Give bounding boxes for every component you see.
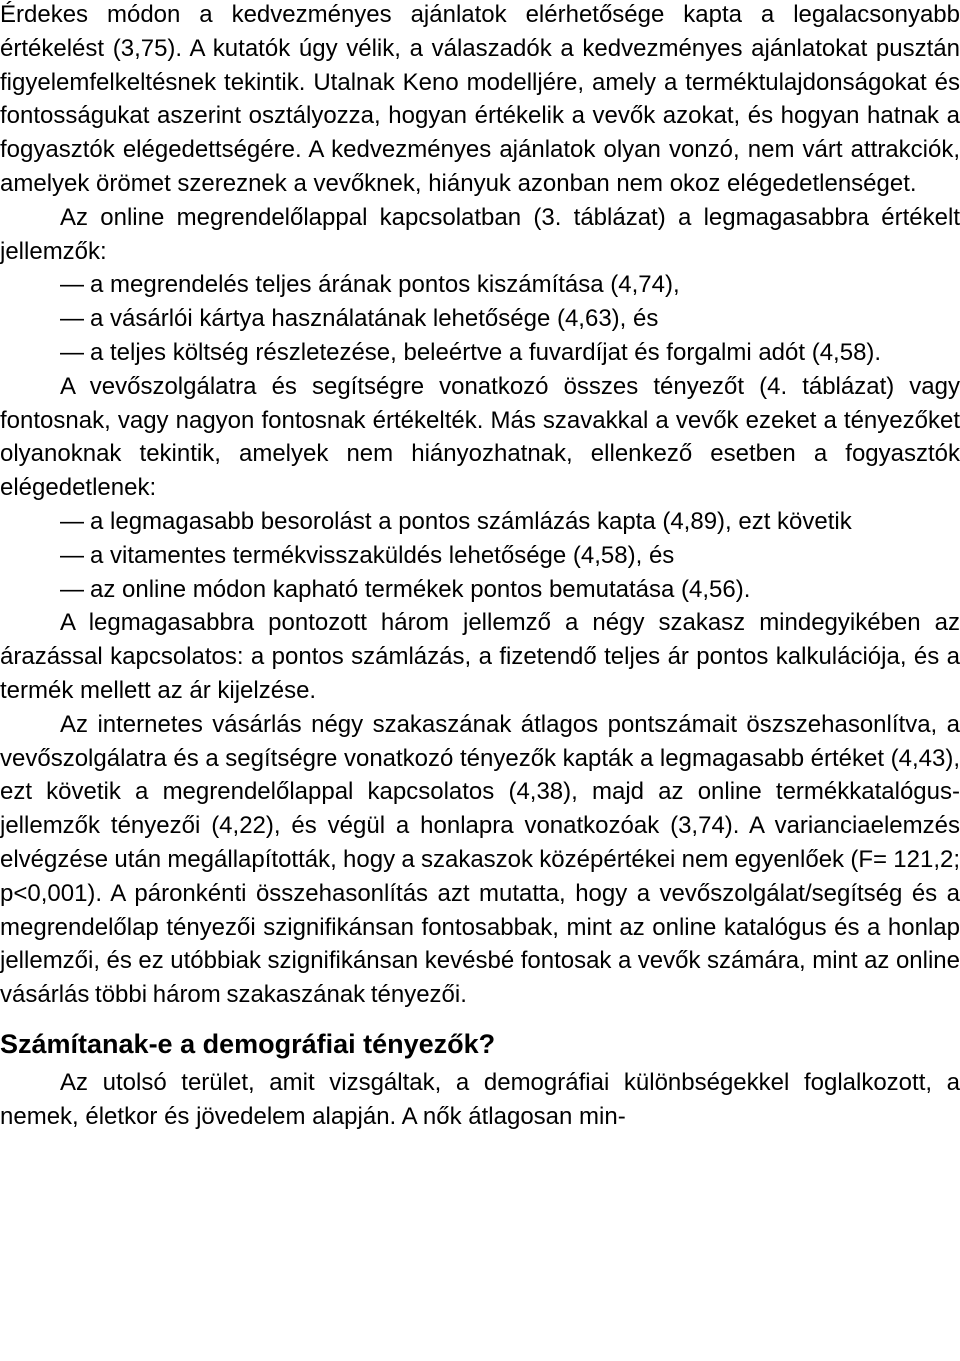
list-item — [0, 302, 960, 336]
paragraph-comparison: Az internetes vásárlás négy szakaszának átlagos pontszámait öszszehasonlítva, a vevőszolgálatra és a segítségre vonatkozó tényezők kapták a legmagasabb értéket (4,43), ezt követik a megrendelőlappal kapcsolatos (4,38), majd az online termékkatalógus-jellemzők tényezői (4,22), és végül a honlapra vonatkozóak (3,74). A varianciaelemzés elvégzése után megállapították, hogy a szakaszok középértékei nem egyenlőek (F= 121,2; p<0,001). A páronkénti összehasonlítás azt mutatta, hogy a vevőszolgálat/segítség és a megrendelőlap tényezői szignifikánsan fontosabbak, mint az online katalógus és a honlap jellemzői, és ez utóbbiak szignifikánsan kevésbé fontosak a vevők számára, mint az online vásárlás többi három szakaszának tényezői. — [0, 710, 960, 1009]
paragraph-order-form-intro: Az online megrendelőlappal kapcsolatban (3. táblázat) a legmagasabbra értékelt jellemzők: — [0, 203, 960, 265]
dash-marker: — — [60, 541, 84, 569]
list-item — [0, 539, 960, 573]
list-item — [0, 573, 960, 607]
list-item-text: a legmagasabb besorolást a pontos számlázás kapta (4,89), ezt követik — [90, 507, 852, 535]
list-item-text: az online módon kapható termékek pontos bemutatása (4,56). — [90, 575, 751, 603]
list-item — [0, 268, 960, 302]
dash-marker: — — [60, 575, 84, 603]
order-form-features-list — [0, 268, 960, 369]
paragraph-customer-service: A vevőszolgálatra és segítségre vonatkozó összes tényezőt (4. táblázat) vagy fontosnak, vagy nagyon fontosnak értékelték. Más szavakkal a vevők ezeket a tényezőket olyanoknak tekintik, amelyek nem hiányozhatnak, ellenkező esetben a fogyasztók elégedetlenek: — [0, 372, 960, 502]
dash-marker: — — [60, 305, 84, 333]
dash-marker: — — [60, 271, 84, 299]
dash-marker: — — [60, 507, 84, 535]
paragraph-pricing: A legmagasabbra pontozott három jellemző a négy szakasz mindegyikében az árazással kapcsolatos: a pontos számlázás, a fizetendő teljes ár pontos kalkulációja, és a termék mellett az ár kijelzése. — [0, 609, 960, 704]
dash-marker: — — [60, 338, 84, 366]
list-item-text: a vásárlói kártya használatának lehetősége (4,63), és — [90, 305, 659, 333]
list-item-text: a teljes költség részletezése, beleértve a fuvardíjat és forgalmi adót (4,58). — [90, 338, 882, 366]
list-item-text: a vitamentes termékvisszaküldés lehetősége (4,58), és — [90, 541, 675, 569]
section-heading: Számítanak-e a demográfiai tényezők? — [0, 1028, 496, 1059]
customer-service-list — [0, 505, 960, 606]
list-item — [0, 505, 960, 539]
paragraph-demographics: Az utolsó terület, amit vizsgáltak, a demográfiai különbségekkel foglalkozott, a nemek, életkor és jövedelem alapján. A nők átlagosan min- — [0, 1068, 960, 1130]
paragraph-offers: Érdekes módon a kedvezményes ajánlatok elérhetősége kapta a legalacsonyabb értékelést (3,75). A kutatók úgy vélik, a válaszadók a kedvezményes ajánlatokat pusztán figyelemfelkeltésnek tekintik. Utalnak Keno modelljére, amely a terméktulajdonságokat és fontosságukat aszerint osztályozza, hogyan értékelik a vevők azokat, és hogyan hatnak a fogyasztók elégedettségére. A kedvezményes ajánlatok olyan vonzó, nem várt attrakciók, amelyek örömet szereznek a vevőknek, hiányuk azonban nem okoz elégedetlenséget. — [0, 1, 960, 197]
list-item — [0, 336, 960, 370]
list-item-text: a megrendelés teljes árának pontos kiszámítása (4,74), — [90, 271, 680, 299]
